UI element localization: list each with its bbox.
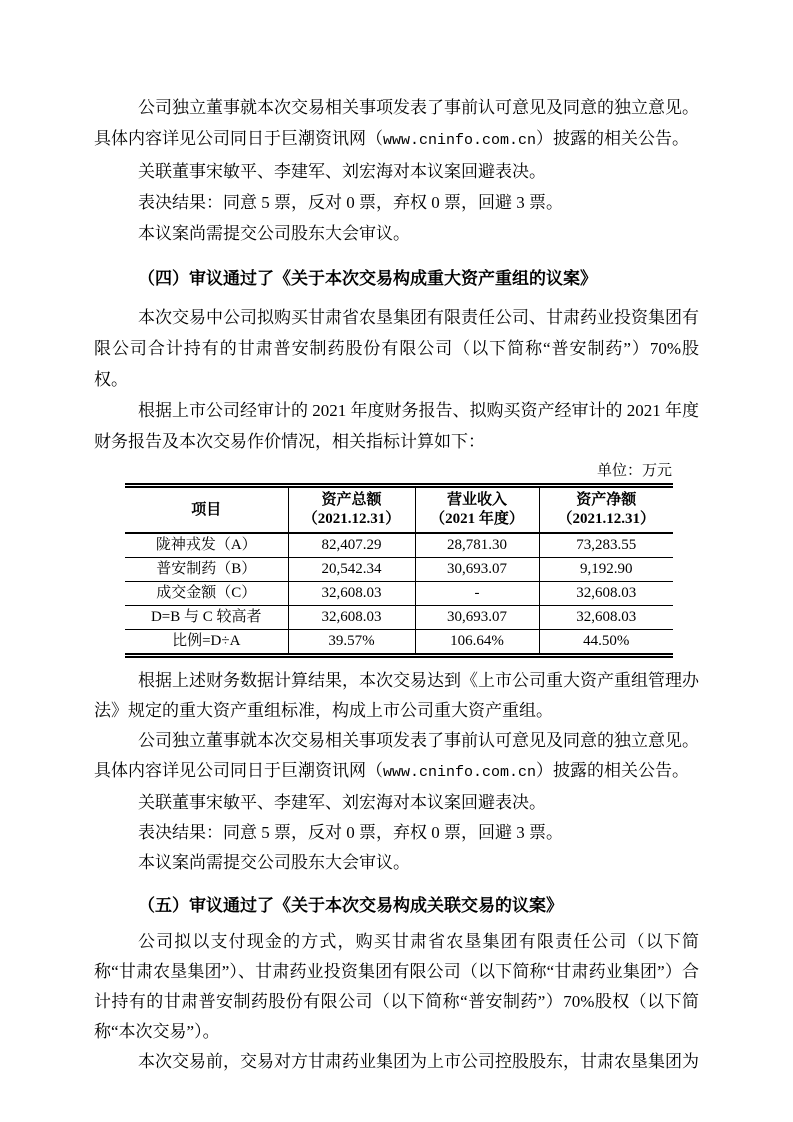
col-header-revenue: 营业收入 （2021 年度）: [415, 486, 539, 534]
row-label: 成交金额（C）: [156, 585, 257, 601]
table-row: [125, 558, 673, 582]
cell-value: 20,542.34: [288, 558, 415, 582]
heading-item-5: （五）审议通过了《关于本次交易构成关联交易的议案》: [138, 896, 563, 915]
cell-value: 30,693.07: [415, 606, 539, 630]
para-director-recusal-item3: 关联董事宋敏平、李建军、刘宏海对本议案回避表决。: [138, 162, 546, 181]
cell-value: 9,192.90: [539, 558, 673, 582]
para-director-recusal-item4: 关联董事宋敏平、李建军、刘宏海对本议案回避表决。: [138, 793, 546, 812]
table-header-row: [125, 486, 673, 534]
opinion-text-after: ）披露的相关公告。: [536, 129, 690, 148]
para-counterparty: 本次交易前，交易对方甘肃药业集团为上市公司控股股东，甘肃农垦集团为: [138, 1052, 699, 1071]
row-label: 普安制药（B）: [156, 561, 257, 577]
cell-value: 32,608.03: [539, 606, 673, 630]
opinion-text-before: 公司独立董事就本次交易相关事项发表了事前认可意见及同意的独立意见。具体内容详见公司同日于巨潮资讯网（: [94, 731, 699, 780]
para-indicator-basis: 根据上市公司经审计的 2021 年度财务报告、拟购买资产经审计的 2021 年度财务报告及本次交易作价情况，相关指标计算如下：: [94, 401, 699, 451]
cell-value: 73,283.55: [539, 533, 673, 558]
table-row: [125, 606, 673, 630]
cell-value: 32,608.03: [539, 582, 673, 606]
cell-value: 39.57%: [288, 630, 415, 656]
cell-value: 32,608.03: [288, 582, 415, 606]
cell-value: -: [415, 582, 539, 606]
para-reorg-conclusion: 根据上述财务数据计算结果，本次交易达到《上市公司重大资产重组管理办法》规定的重大资产重组标准，构成上市公司重大资产重组。: [94, 671, 699, 720]
cell-value: 28,781.30: [415, 533, 539, 558]
opinion-text-after: ）披露的相关公告。: [536, 761, 690, 780]
table-row: [125, 533, 673, 558]
cell-value: 32,608.03: [288, 606, 415, 630]
para-vote-result-item3: 表决结果：同意 5 票，反对 0 票，弃权 0 票，回避 3 票。: [138, 193, 563, 212]
cell-value: 44.50%: [539, 630, 673, 656]
para-shareholder-review-item4: 本议案尚需提交公司股东大会审议。: [138, 853, 410, 872]
table-unit-label: 单位：万元: [596, 463, 672, 479]
para-vote-result-item4: 表决结果：同意 5 票，反对 0 票，弃权 0 票，回避 3 票。: [138, 823, 563, 842]
para-related-transaction: 公司拟以支付现金的方式，购买甘肃省农垦集团有限责任公司（以下简称“甘肃农垦集团”）、甘肃药业投资集团有限公司（以下简称“甘肃药业集团”）合计持有的甘肃普安制药股份有限公司（以下简称“普安制药”）70%股权（以下简称“本次交易”）。: [94, 932, 699, 1041]
row-label: D=B 与 C 较高者: [150, 609, 262, 625]
cell-value: 82,407.29: [288, 533, 415, 558]
opinion-text-before: 公司独立董事就本次交易相关事项发表了事前认可意见及同意的独立意见。具体内容详见公司同日于巨潮资讯网（: [94, 98, 699, 148]
cell-value: 106.64%: [415, 630, 539, 656]
col-header-net-assets: 资产净额 （2021.12.31）: [539, 486, 673, 534]
table-row: [125, 630, 673, 656]
cell-value: 30,693.07: [415, 558, 539, 582]
cninfo-url: www.cninfo.com.cn: [383, 132, 537, 149]
para-shareholder-review-item3: 本议案尚需提交公司股东大会审议。: [138, 224, 410, 243]
col-header-item: 项目: [191, 501, 222, 518]
cninfo-url: www.cninfo.com.cn: [383, 764, 537, 781]
col-header-total-assets: 资产总额 （2021.12.31）: [288, 486, 415, 534]
heading-item-4: （四）审议通过了《关于本次交易构成重大资产重组的议案》: [138, 269, 597, 288]
row-label: 陇神戎发（A）: [155, 537, 257, 553]
para-prior-opinion-item4: [94, 726, 699, 788]
para-prior-opinion-item3: [94, 92, 699, 156]
row-label: 比例=D÷A: [172, 633, 241, 649]
major-asset-indicator-table: [125, 483, 673, 658]
table-row: [125, 582, 673, 606]
para-transaction-summary: 本次交易中公司拟购买甘肃省农垦集团有限责任公司、甘肃药业投资集团有限公司合计持有的甘肃普安制药股份有限公司（以下简称“普安制药”）70%股权。: [94, 308, 699, 389]
